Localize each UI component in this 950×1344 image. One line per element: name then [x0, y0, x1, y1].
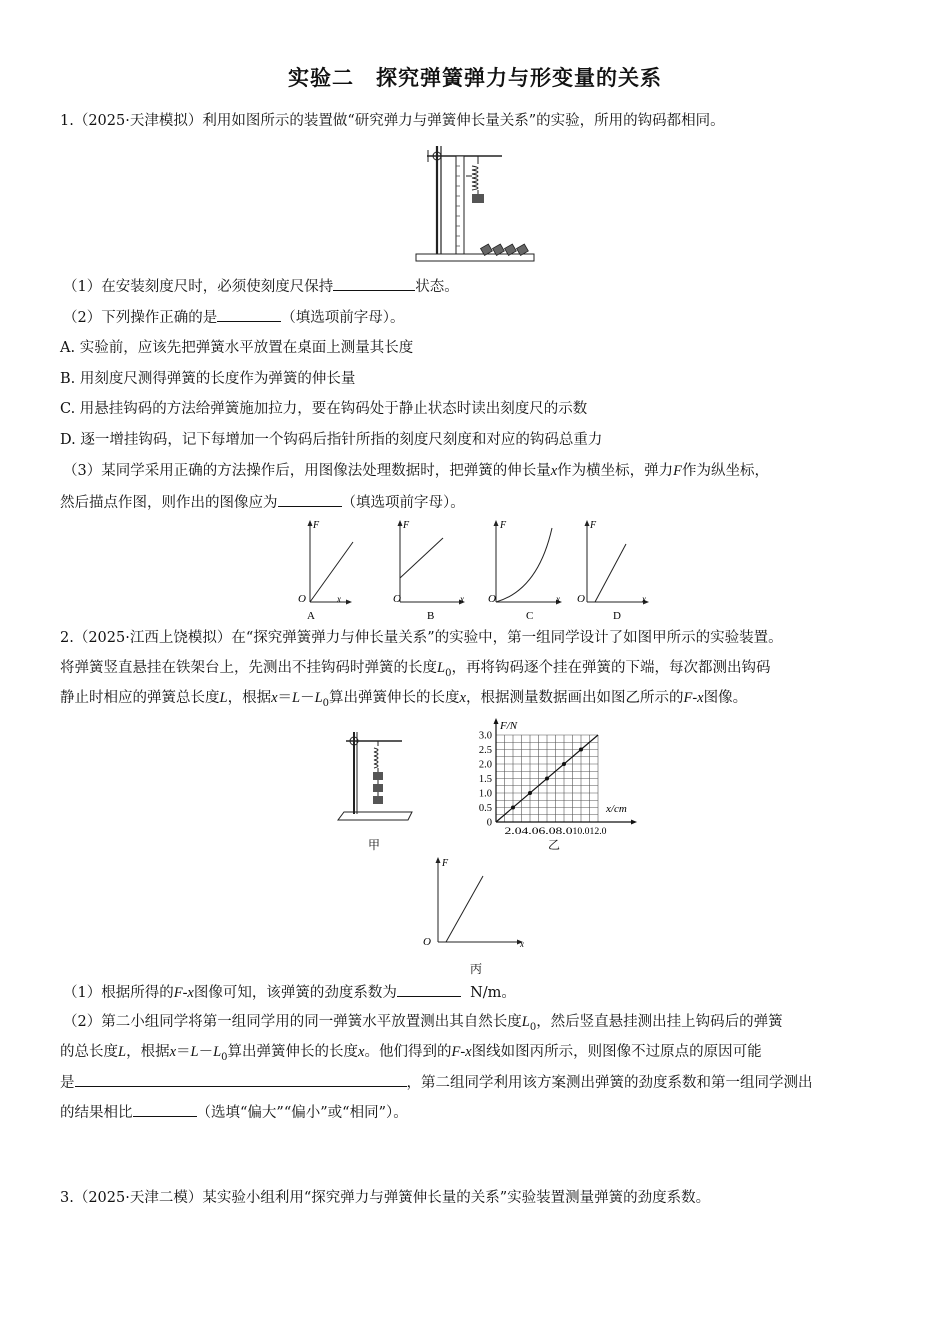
q1-sub3-line2-text: 然后描点作图，则作出的图像应为 [60, 495, 278, 511]
q2-l2-L: L [437, 660, 446, 676]
q1-sub2-text: （2）下列操作正确的是 [63, 310, 218, 326]
q2-s2-l1-sub: 0 [529, 1021, 537, 1033]
q1-sub2-blank[interactable] [217, 307, 281, 322]
chart-y-label: F/N [500, 720, 518, 732]
graph-a-label: A [307, 610, 315, 622]
q2-fig-jia-label: 甲 [367, 838, 380, 852]
q2-s2-l2-x2: x [358, 1044, 365, 1060]
q1-sub3-line2 [60, 492, 900, 513]
graph-a [298, 520, 353, 622]
graph-b-O: O [393, 593, 401, 605]
q2-s2-l4-b: （选填“偏大”“偏小”或“相同”）。 [196, 1105, 408, 1121]
q2-fig-bing-graph [416, 854, 536, 954]
q2-l3-Fx: F-x [683, 690, 704, 706]
q2-s2-l1-L: L [521, 1014, 530, 1030]
q2-sub2-line3 [60, 1072, 900, 1093]
chart-x-arrow [631, 820, 637, 825]
q2-l3-b: ，根据 [227, 690, 272, 706]
q1-sub3-line2-post: （填选项前字母）。 [341, 495, 465, 511]
q2-fig-yi-label: 乙 [547, 838, 560, 852]
q2-s2-l2-b: ，根据 [126, 1044, 170, 1060]
chart-x-tick-label: 6.0 [538, 827, 556, 836]
graph-c [488, 520, 562, 622]
q2-s2-l1-a: （2）第二小组同学将第一组同学用的同一弹簧水平放置测出其自然长度 [63, 1014, 522, 1030]
q2-l3-d: ，根据测量数据画出如图乙所示的 [465, 690, 684, 706]
q2-s2-l2-minus: － [198, 1044, 214, 1060]
chart-y-arrow [494, 718, 499, 724]
q1-sub3-x: x [550, 463, 558, 479]
q2-l3-c: 算出弹簧伸长的长度 [329, 690, 460, 706]
chart-data-point [528, 791, 532, 795]
chart-y-tick-label: 0 [486, 817, 492, 829]
graph-d-x: x [642, 594, 646, 604]
q1-sub1-blank[interactable] [333, 276, 415, 291]
q2-sub1-blank[interactable] [397, 982, 461, 997]
q1-sub1-text: （1）在安装刻度尺时，必须使刻度尺保持 [63, 279, 334, 295]
graph-d-F: F [590, 520, 597, 531]
q2-sub2-blank-reason[interactable] [75, 1072, 407, 1087]
q1-sub3-blank[interactable] [278, 492, 342, 507]
q1-option-graphs [290, 518, 660, 624]
q2-s2-l2-a: 的总长度 [60, 1044, 118, 1060]
graph-b-label: B [427, 610, 435, 622]
q2-sub2-line1 [63, 1012, 903, 1038]
graph-a-F: F [313, 520, 320, 531]
chart-y-tick-label: 1.0 [478, 788, 492, 800]
q2-sub2-blank-compare[interactable] [133, 1102, 197, 1117]
chart-y-tick-label: 1.5 [478, 774, 492, 785]
q2-l3-minus: － [300, 690, 315, 706]
q2-s2-l1-b: ，然后竖直悬挂测出挂上钩码后的弹簧 [536, 1014, 783, 1030]
graph-d-label: D [613, 610, 621, 622]
q1-option-d: D. 逐一增挂钩码，记下每增加一个钩码后指针所指的刻度尺刻度和对应的钩码总重力 [60, 432, 603, 448]
q2-s2-l2-e: 图线如图丙所示，则图像不过原点的原因可能 [471, 1044, 762, 1060]
q1-option-a: A. 实验前，应该先把弹簧水平放置在桌面上测量其长度 [60, 340, 414, 356]
q1-sub2 [63, 307, 903, 328]
bing-x: x [520, 939, 524, 949]
q1-apparatus-figure [410, 136, 540, 270]
chart-x-tick-label: 4.0 [521, 827, 539, 836]
chart-x-tick-label: 2.0 [504, 827, 522, 836]
graph-d [577, 520, 649, 622]
q1-sub1-post: 状态。 [415, 279, 459, 295]
q2-l3-L: L [219, 690, 228, 706]
q2-s2-l2-sub: 0 [221, 1051, 228, 1063]
q2-fig-yi-chart [464, 712, 644, 836]
chart-y-tick-label: 2.0 [478, 759, 492, 771]
chart-y-tick-label: 0.5 [478, 803, 492, 814]
q2-s1-b: 图像可知，该弹簧的劲度系数为 [193, 985, 397, 1001]
q1-sub3-line1 [63, 461, 903, 481]
q2-s2-l3-a: 是 [60, 1075, 75, 1091]
graph-c-x: x [556, 594, 560, 604]
chart-x-tick-label: 8.0 [555, 827, 573, 836]
chart-data-point [511, 806, 515, 810]
chart-y-tick-label: 2.5 [478, 745, 492, 756]
q2-s2-l4-a: 的结果相比 [60, 1105, 133, 1121]
q2-l3-eq: ＝ [277, 690, 293, 706]
q2-sub2-line2 [60, 1042, 900, 1068]
q2-sub2-line4 [60, 1102, 900, 1123]
q2-s1-a: （1）根据所得的 [63, 985, 174, 1001]
q2-s2-l2-L2: L [190, 1044, 199, 1060]
title-part2: 探究弹簧弹力与形变量的关系 [376, 66, 662, 90]
q1-stem: 1.（2025·天津模拟）利用如图所示的装置做“研究弹力与弹簧伸长量关系”的实验，所用的钩码都相同。 [60, 113, 725, 129]
page-title [0, 62, 950, 92]
q2-s1-unit: N/m。 [470, 985, 516, 1001]
q2-l3-a: 静止时相应的弹簧总长度 [60, 690, 220, 706]
q1-option-b: B. 用刻度尺测得弹簧的长度作为弹簧的伸长量 [60, 371, 356, 387]
q2-l3-fsub: 0 [322, 697, 330, 709]
q2-l2-a: 将弹簧竖直悬挂在铁架台上，先测出不挂钩码时弹簧的长度 [60, 660, 437, 676]
q2-sub1 [63, 982, 903, 1003]
q1-option-c: C. 用悬挂钩码的方法给弹簧施加拉力，要在钩码处于静止状态时读出刻度尺的示数 [60, 401, 588, 417]
q2-l3-fx: x [271, 690, 278, 706]
bing-O: O [423, 936, 431, 948]
q2-s2-l2-x: x [169, 1044, 177, 1060]
q2-line1: 2.（2025·江西上饶模拟）在“探究弹簧弹力与伸长量关系”的实验中，第一组同学设计了如图甲所示的实验装置。 [60, 630, 783, 646]
q2-s2-l2-L: L [118, 1044, 127, 1060]
q2-l3-e: 图像。 [703, 690, 748, 706]
graph-a-x: x [337, 594, 341, 604]
q1-sub3-F: F [673, 463, 683, 479]
q2-s2-l2-Fx: F-x [451, 1044, 472, 1060]
q2-fig-bing-label: 丙 [469, 962, 482, 976]
chart-y-tick-label: 3.0 [478, 730, 492, 742]
q1-sub3-text-a: （3）某同学采用正确的方法操作后，用图像法处理数据时，把弹簧的伸长量 [63, 463, 551, 479]
q2-l3-x: x [459, 690, 466, 706]
graph-b-F: F [403, 520, 410, 531]
chart-x-label: x/cm [606, 803, 627, 815]
q2-l3-fL: L [292, 690, 301, 706]
q2-s2-l2-d: 。他们得到的 [364, 1044, 452, 1060]
q2-l2-sub: 0 [445, 667, 452, 679]
q1-sub1 [63, 276, 903, 297]
graph-c-O: O [488, 593, 496, 605]
chart-data-point [545, 777, 549, 781]
q2-line3 [60, 688, 900, 714]
title-part1: 实验二 [288, 66, 354, 90]
chart-x-tick-label: 10.0 [572, 827, 590, 836]
q2-s2-l2-eq: ＝ [176, 1044, 191, 1060]
q2-s1-Fx: F-x [173, 985, 194, 1001]
bing-F: F [442, 858, 449, 869]
chart-x-tick-label: 12.0 [589, 827, 607, 836]
q2-fig-jia-apparatus [334, 724, 414, 830]
q2-l2-b: ，再将钩码逐个挂在弹簧的下端，每次都测出钩码 [451, 660, 771, 676]
q3-stem: 3.（2025·天津二模）某实验小组利用“探究弹力与弹簧伸长量的关系”实验装置测量弹簧的劲度系数。 [60, 1190, 711, 1206]
q1-sub2-post: （填选项前字母）。 [281, 310, 405, 326]
q1-sub3-text-b: 作为横坐标，弹力 [557, 463, 674, 479]
q2-line2 [60, 658, 900, 684]
chart-data-point [579, 748, 583, 752]
chart-data-point [562, 762, 566, 766]
graph-a-O: O [298, 593, 306, 605]
q2-s2-l2-c: 算出弹簧伸长的长度 [227, 1044, 359, 1060]
q2-s2-l2-L0: L [213, 1044, 222, 1060]
graph-d-O: O [577, 593, 585, 605]
q1-sub3-text-c: 作为纵坐标， [682, 463, 770, 479]
graph-b [393, 520, 465, 622]
graph-b-x: x [460, 594, 464, 604]
q2-s2-l3-b: ，第二组同学利用该方案测出弹簧的劲度系数和第一组同学测出 [406, 1075, 813, 1091]
graph-c-label: C [526, 610, 534, 622]
q2-l3-fL0: L [314, 690, 323, 706]
graph-c-F: F [500, 520, 507, 531]
